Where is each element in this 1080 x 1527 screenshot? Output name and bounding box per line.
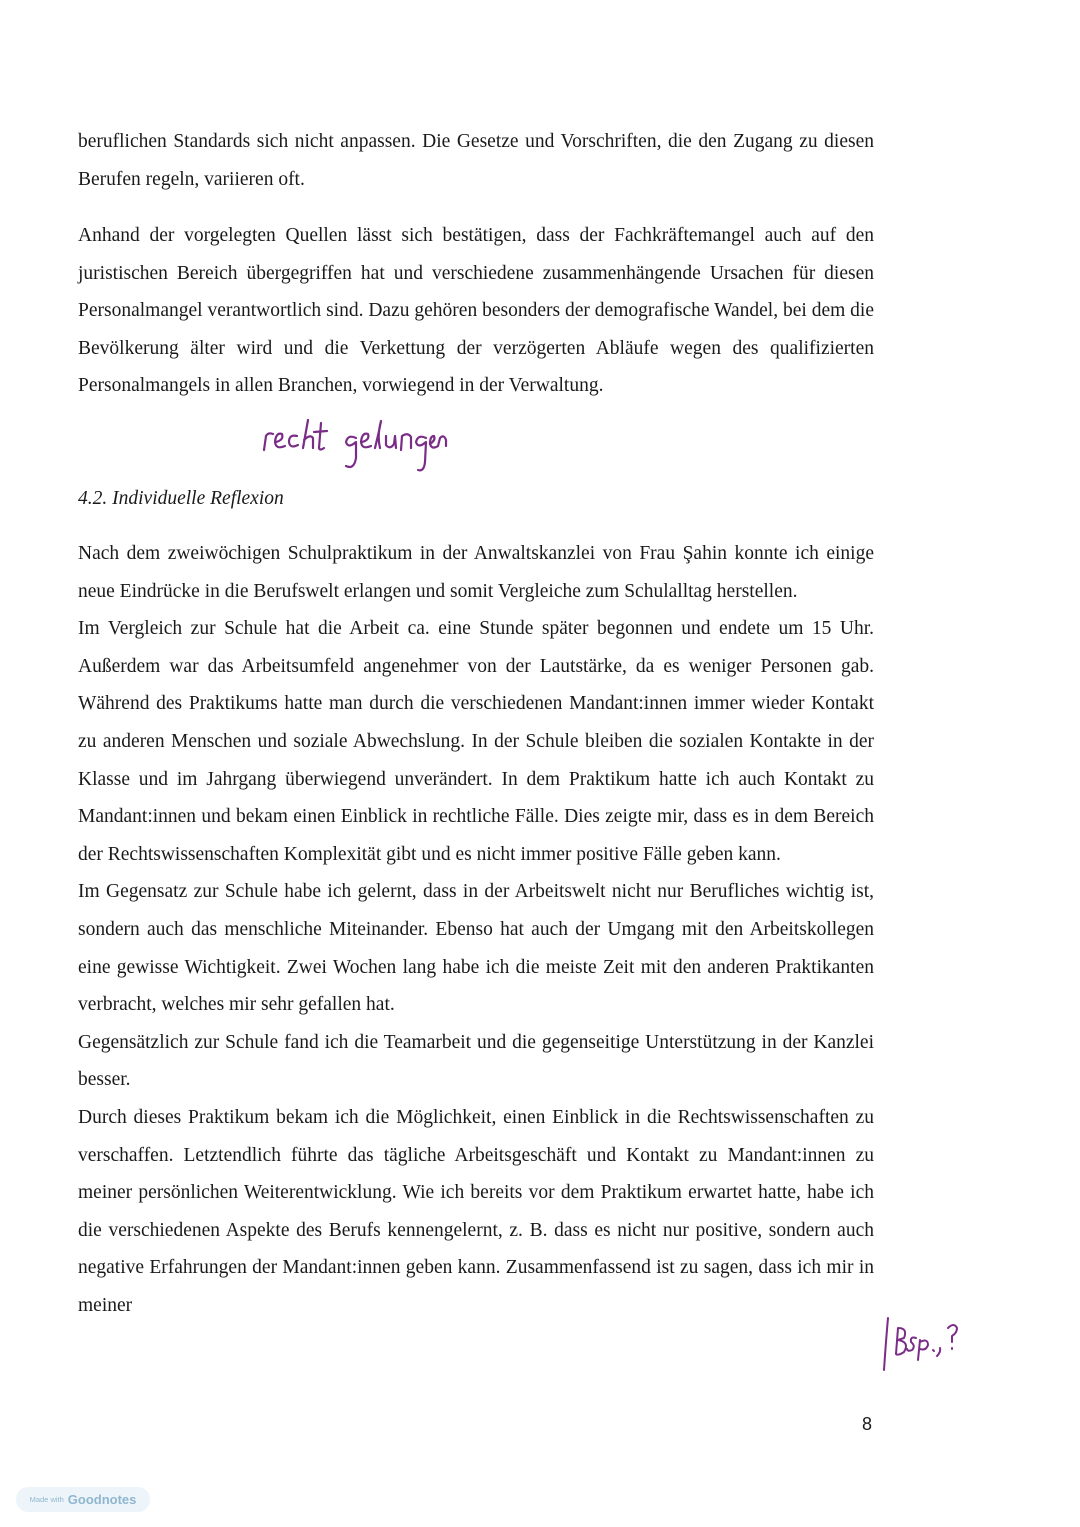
handwritten-comment-recht-gelungen — [258, 418, 458, 480]
body-paragraph: beruflichen Standards sich nicht anpassen. Die Gesetze und Vorschriften, die den Zugang zu diesen Berufen regeln, variieren oft. — [78, 131, 874, 190]
body-paragraph: Gegensätzlich zur Schule fand ich die Teamarbeit und die gegenseitige Unterstützung in der Kanzlei besser. — [78, 1031, 874, 1091]
badge-brand: Goodnotes — [67, 1492, 137, 1507]
body-paragraph: Durch dieses Praktikum bekam ich die Möglichkeit, einen Einblick in die Rechtswissenschaften zu verschaffen. Letztendlich führte das tägliche Arbeitsgeschäft und Kontakt zu Mandant:innen zu meiner persönlichen Weiterentwicklung. Wie ich bereits vor dem Praktikum erwartet hatte, habe ich die verschiedenen Aspekte des Berufs kennengelernt, z. B. dass es nicht nur positive, sondern auch negative Erfahrungen der Mandant:innen geben kann. Zusammenfassend ist zu sagen, dass ich mir in meiner — [78, 1106, 874, 1316]
body-paragraph: Nach dem zweiwöchigen Schulpraktikum in der Anwaltskanzlei von Frau Şahin konnte ich einige neue Eindrücke in die Berufswelt erlangen und somit Vergleiche zum Schulalltag herstellen. — [78, 543, 874, 602]
page-number: 8 — [862, 1414, 873, 1434]
paragraph-conclusion — [78, 217, 874, 405]
goodnotes-badge[interactable] — [16, 1487, 150, 1512]
badge-prefix: Made with — [29, 1495, 64, 1504]
paragraph-continuation — [78, 123, 874, 198]
handwritten-comment-bsp — [878, 1314, 964, 1378]
body-paragraph: Im Vergleich zur Schule hat die Arbeit ca. eine Stunde später begonnen und endete um 15 Uhr. Außerdem war das Arbeitsumfeld angenehmer von der Lautstärke, da es weniger Personen gab. Während des Praktikums hatte man durch die verschiedenen Mandant:innen immer wieder Kontakt zu anderen Menschen und soziale Abwechslung. In der Schule bleiben die sozialen Kontakte in der Klasse und im Jahrgang überwiegend unverändert. In dem Praktikum hatte ich auch Kontakt zu Mandant:innen und bekam einen Einblick in rechtliche Fälle. Dies zeigte mir, dass es in dem Bereich der Rechtswissenschaften Komplexität gibt und es nicht immer positive Fälle geben kann. — [78, 618, 874, 865]
section-heading: 4.2. Individuelle Reflexion — [78, 488, 284, 509]
reflection-body — [78, 535, 874, 1324]
body-paragraph: Im Gegensatz zur Schule habe ich gelernt, dass in der Arbeitswelt nicht nur Berufliches wichtig ist, sondern auch das menschliche Miteinander. Ebenso hat auch der Umgang mit den Arbeitskollegen eine gewisse Wichtigkeit. Zwei Wochen lang habe ich die meiste Zeit mit den anderen Praktikanten verbracht, welches mir sehr gefallen hat. — [78, 881, 874, 1016]
body-paragraph: Anhand der vorgelegten Quellen lässt sich bestätigen, dass der Fachkräftemangel auch auf den juristischen Bereich übergegriffen hat und verschiedene zusammenhängende Ursachen für diesen Personalmangel verantwortlich sind. Dazu gehören besonders der demografische Wandel, bei dem die Bevölkerung älter wird und die Verkettung der verzögerten Abläufe wegen des qualifizierten Personalmangels in allen Branchen, vorwiegend in der Verwaltung. — [78, 225, 874, 397]
